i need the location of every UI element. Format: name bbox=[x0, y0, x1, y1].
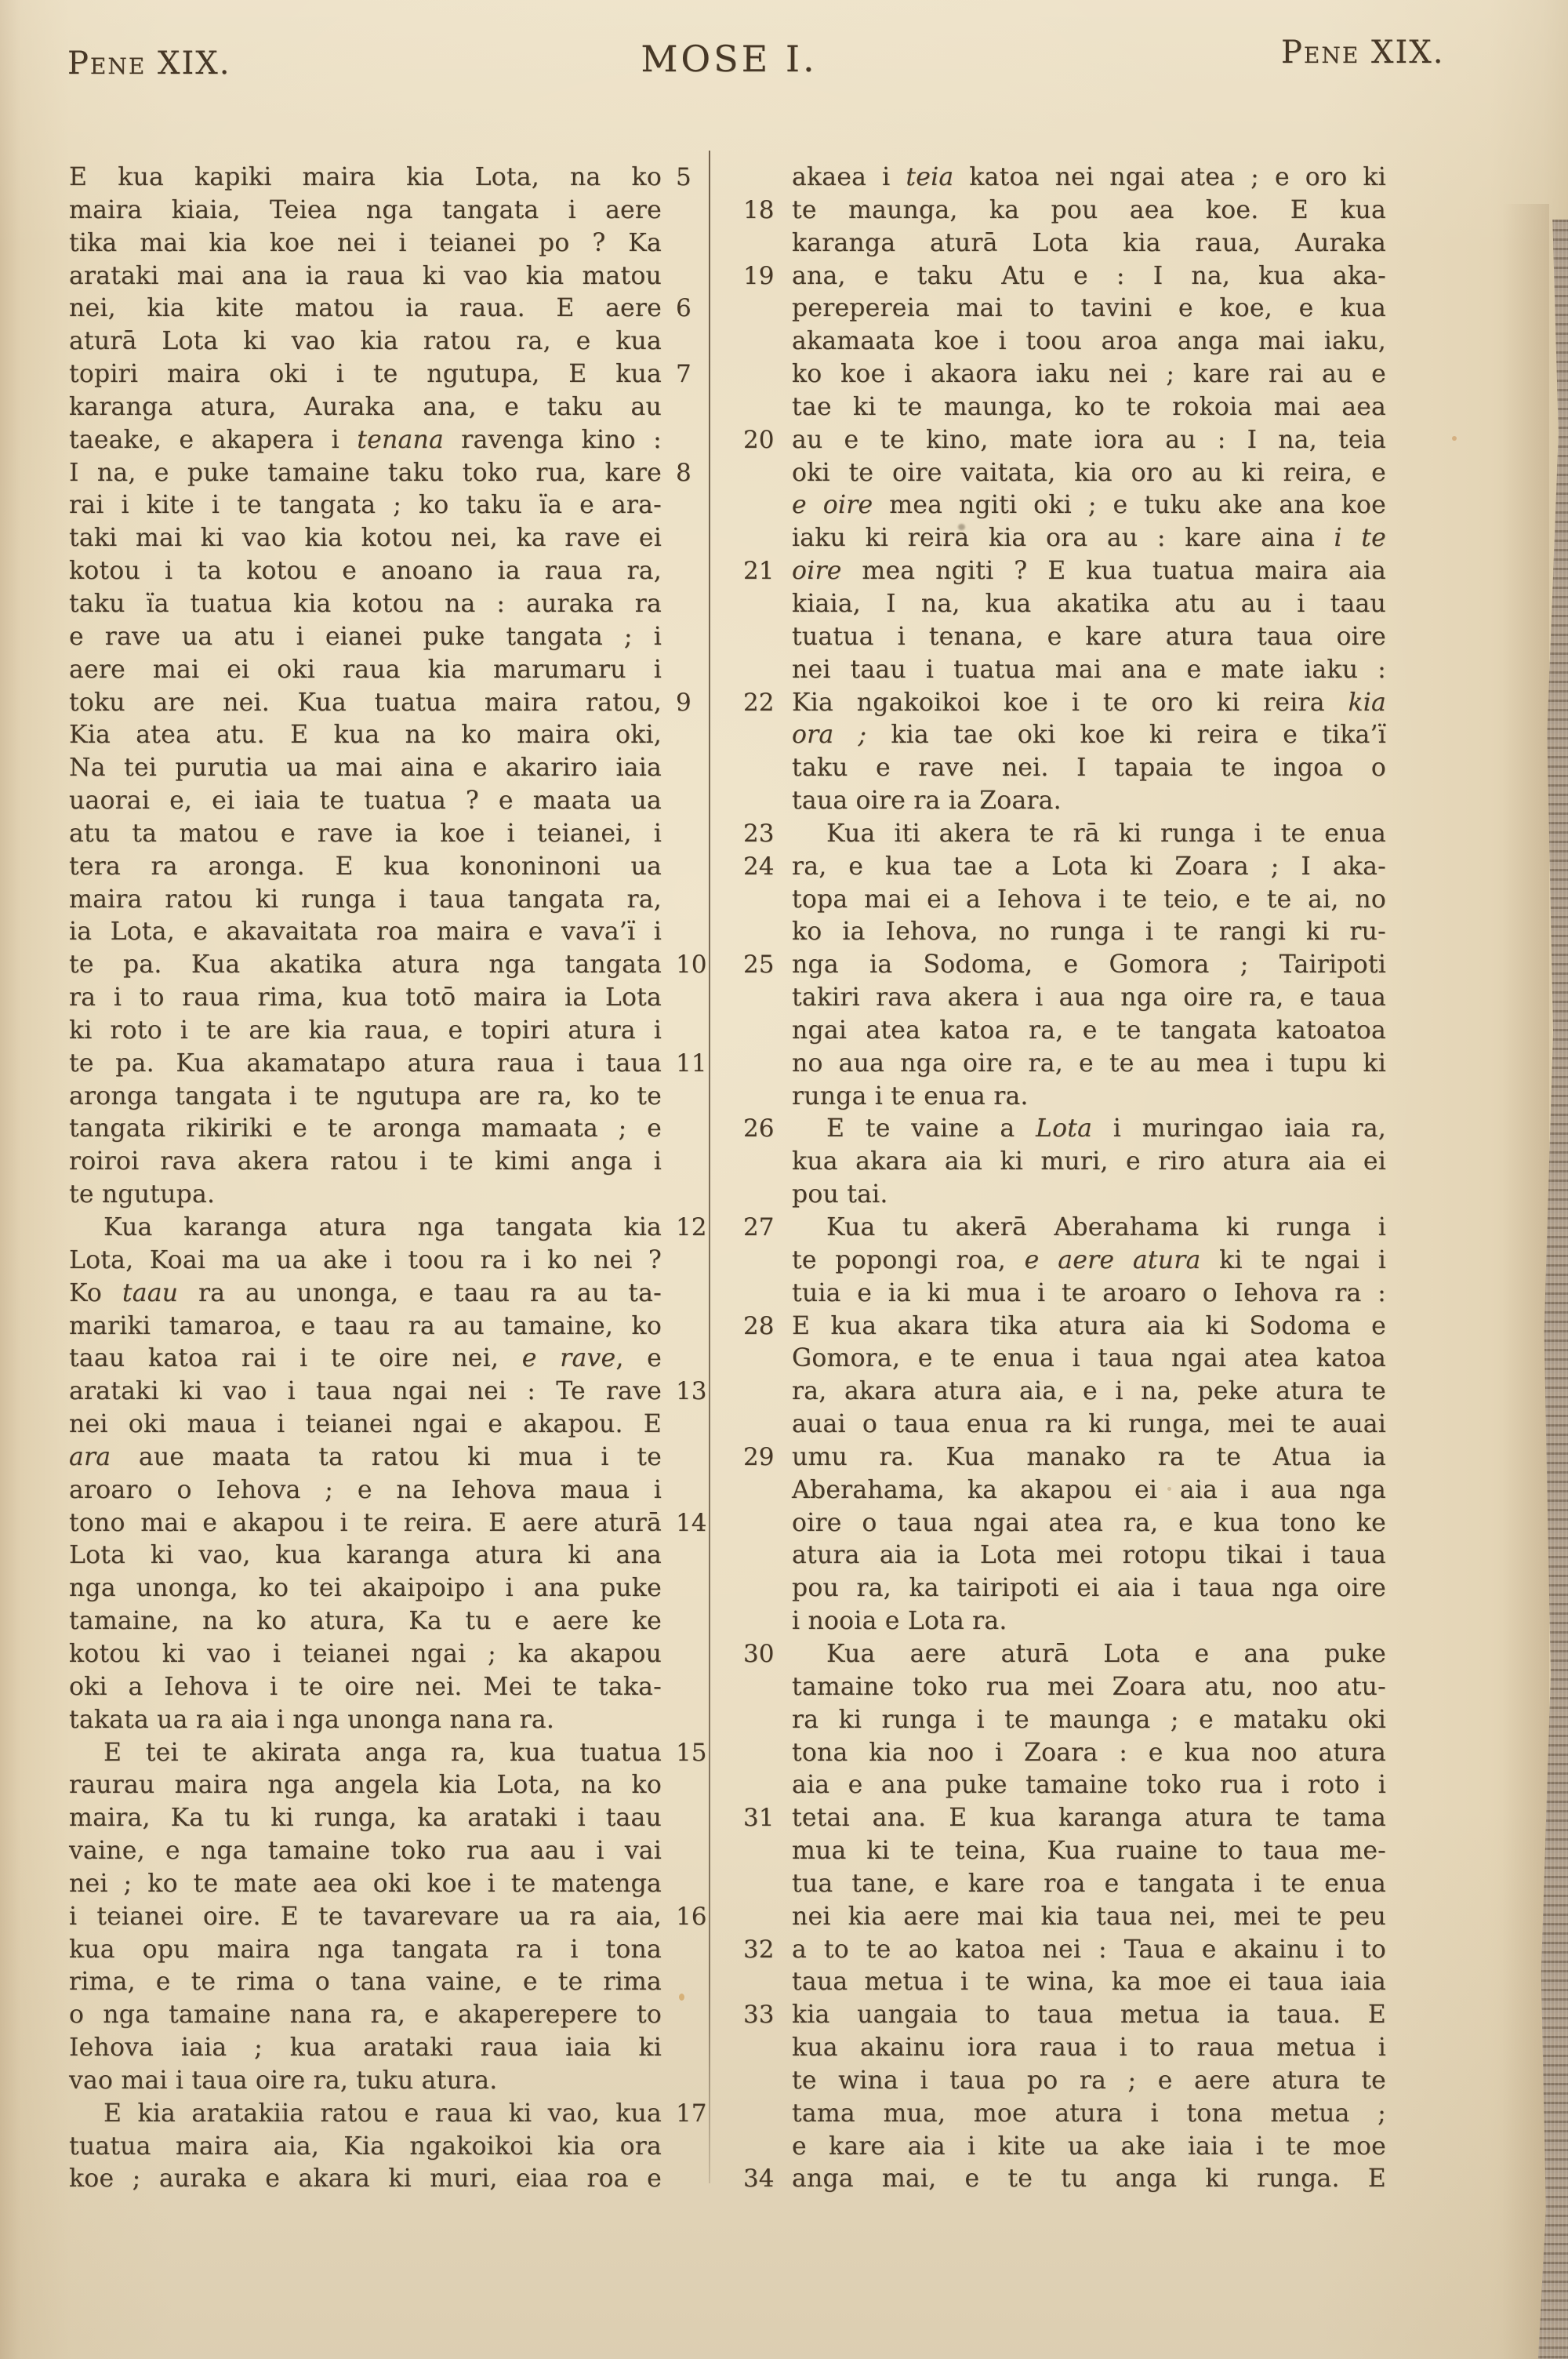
running-head-title: MOSE I. bbox=[641, 38, 818, 80]
text-line bbox=[743, 1474, 1396, 1507]
verse-text: E tei te akirata anga ra, kua tuatua bbox=[103, 1738, 662, 1767]
text-line bbox=[69, 2065, 732, 2098]
text-line bbox=[743, 687, 1396, 720]
verse-text: oki te oire vaitata, kia oro au ki reira, e bbox=[792, 458, 1386, 487]
text-line bbox=[743, 1245, 1396, 1278]
text-line bbox=[69, 1704, 732, 1737]
text-line bbox=[743, 391, 1396, 424]
verse-text: runga i te enua ra. bbox=[792, 1081, 1029, 1110]
verse-text: perepereia mai to tavini e koe, e kua bbox=[792, 294, 1386, 323]
verse-number: 20 bbox=[743, 425, 775, 454]
text-line bbox=[743, 1081, 1396, 1114]
verse-text: ora ; kia tae oki koe ki reira e tika’ï bbox=[792, 721, 1386, 750]
text-line bbox=[743, 293, 1396, 325]
text-line bbox=[69, 1572, 732, 1605]
verse-text: Gomora, e te enua i taua ngai atea katoa bbox=[792, 1344, 1386, 1373]
text-line bbox=[69, 358, 732, 391]
text-line bbox=[743, 588, 1396, 621]
verse-number: 21 bbox=[743, 557, 775, 586]
verse-text: tuia e ia ki mua i te aroaro o Iehova ra : bbox=[792, 1278, 1386, 1307]
verse-number: 8 bbox=[676, 458, 691, 487]
verse-text: ra, e kua tae a Lota ki Zoara ; I aka- bbox=[792, 852, 1386, 881]
verse-text: tuatua i tenana, e kare atura taua oire bbox=[792, 622, 1386, 651]
paper-speck bbox=[958, 524, 965, 530]
text-line bbox=[69, 260, 732, 293]
verse-text: Kua iti akera te rā ki runga i te enua bbox=[826, 819, 1386, 848]
text-line bbox=[69, 391, 732, 424]
text-line bbox=[743, 1868, 1396, 1901]
text-line bbox=[743, 2131, 1396, 2164]
text-line bbox=[743, 260, 1396, 293]
verse-text: tetai ana. E kua karanga atura te tama bbox=[792, 1804, 1386, 1833]
text-line bbox=[743, 1671, 1396, 1704]
text-line bbox=[69, 1179, 732, 1212]
text-line bbox=[69, 1474, 732, 1507]
text-line bbox=[69, 949, 732, 982]
text-line bbox=[69, 1081, 732, 1114]
page-curvature-shadow bbox=[1502, 204, 1549, 2359]
verse-text: E kia aratakiia ratou e raua ki vao, kua bbox=[103, 2099, 662, 2128]
text-line bbox=[69, 1769, 732, 1802]
verse-text: a to te ao katoa nei : Taua e akainu i to bbox=[792, 1935, 1386, 1964]
verse-text: kua akainu iora raua i to raua metua i bbox=[792, 2034, 1386, 2063]
verse-text: atu ta matou e rave ia koe i teianei, i bbox=[69, 819, 662, 848]
text-line bbox=[69, 621, 732, 654]
verse-number: 32 bbox=[743, 1935, 775, 1964]
verse-text: te maunga, ka pou aea koe. E kua bbox=[792, 195, 1386, 224]
text-line bbox=[69, 982, 732, 1015]
text-line bbox=[743, 2032, 1396, 2065]
text-line bbox=[69, 1048, 732, 1081]
text-line bbox=[69, 1999, 732, 2032]
text-line bbox=[69, 194, 732, 227]
text-line bbox=[69, 227, 732, 260]
text-line bbox=[69, 1868, 732, 1901]
verse-number: 30 bbox=[743, 1639, 775, 1668]
text-line bbox=[743, 949, 1396, 982]
text-line bbox=[743, 2065, 1396, 2098]
text-line bbox=[69, 522, 732, 555]
text-line bbox=[743, 1966, 1396, 1999]
text-line bbox=[743, 522, 1396, 555]
verse-text: Ko taau ra au unonga, e taau ra au ta- bbox=[69, 1278, 662, 1307]
verse-text: oki a Iehova i te oire nei. Mei te taka- bbox=[69, 1672, 662, 1701]
verse-number: 33 bbox=[743, 2001, 775, 2030]
verse-number: 19 bbox=[743, 261, 775, 290]
verse-text: Lota ki vao, kua karanga atura ki ana bbox=[69, 1541, 662, 1570]
verse-text: vaine, e nga tamaine toko rua aau i vai bbox=[69, 1837, 662, 1866]
verse-number: 31 bbox=[743, 1804, 775, 1833]
text-line bbox=[743, 227, 1396, 260]
verse-text: E kua kapiki maira kia Lota, na ko bbox=[69, 163, 662, 191]
text-line bbox=[743, 555, 1396, 588]
text-line bbox=[743, 489, 1396, 522]
verse-text: akaea i teia katoa nei ngai atea ; e oro ki bbox=[792, 163, 1386, 191]
verse-text: ra ki runga i te maunga ; e mataku oki bbox=[792, 1705, 1386, 1734]
verse-text: Kia ngakoikoi koe i te oro ki reira kia bbox=[792, 688, 1386, 717]
verse-text: e kare aia i kite ua ake iaia i te moe bbox=[792, 2132, 1386, 2161]
verse-text: taau katoa rai i te oire nei, e rave, e bbox=[69, 1344, 662, 1373]
verse-text: takata ua ra aia i nga unonga nana ra. bbox=[69, 1705, 555, 1734]
running-head-chapter-left: Pene XIX. bbox=[67, 45, 231, 82]
text-line bbox=[69, 1408, 732, 1441]
text-line bbox=[743, 424, 1396, 457]
verse-text: tono mai e akapou i te reira. E aere aturā bbox=[69, 1508, 662, 1537]
text-line bbox=[743, 1310, 1396, 1343]
text-line bbox=[743, 719, 1396, 752]
verse-text: akamaata koe i toou aroa anga mai iaku, bbox=[792, 327, 1386, 356]
verse-text: nei oki maua i teianei ngai e akapou. E bbox=[69, 1410, 662, 1439]
verse-text: topiri maira oki i te ngutupa, E kua bbox=[69, 360, 662, 389]
text-column-left bbox=[69, 162, 732, 2196]
text-line bbox=[69, 1441, 732, 1474]
verse-text: karanga atura, Auraka ana, e taku au bbox=[69, 392, 662, 421]
paper-speck bbox=[1452, 436, 1457, 441]
text-line bbox=[743, 1048, 1396, 1081]
text-line bbox=[69, 424, 732, 457]
verse-text: ra, akara atura aia, e i na, peke atura te bbox=[792, 1377, 1386, 1406]
verse-text: pou ra, ka tairipoti ei aia i taua nga oire bbox=[792, 1574, 1386, 1603]
text-line bbox=[743, 1539, 1396, 1572]
text-line bbox=[743, 1376, 1396, 1408]
text-line bbox=[69, 1671, 732, 1704]
text-line bbox=[69, 1015, 732, 1048]
text-line bbox=[69, 2032, 732, 2065]
verse-text: nga unonga, ko tei akaipoipo i ana puke bbox=[69, 1574, 662, 1603]
text-line bbox=[69, 687, 732, 720]
verse-text: te ngutupa. bbox=[69, 1180, 216, 1209]
text-line bbox=[743, 818, 1396, 851]
text-line bbox=[743, 785, 1396, 818]
text-line bbox=[69, 1638, 732, 1671]
text-line bbox=[69, 457, 732, 490]
text-line bbox=[69, 1310, 732, 1343]
text-line bbox=[69, 1146, 732, 1179]
verse-number: 28 bbox=[743, 1311, 775, 1340]
verse-text: tera ra aronga. E kua kononinoni ua bbox=[69, 852, 662, 881]
verse-text: te pa. Kua akatika atura nga tangata bbox=[69, 951, 662, 980]
verse-text: rima, e te rima o tana vaine, e te rima bbox=[69, 1968, 662, 1997]
text-line bbox=[743, 884, 1396, 917]
verse-text: ara aue maata ta ratou ki mua i te bbox=[69, 1442, 662, 1471]
text-line bbox=[743, 1146, 1396, 1179]
verse-text: koe ; auraka e akara ki muri, eiaa roa e bbox=[69, 2165, 662, 2194]
text-line bbox=[69, 916, 732, 949]
text-line bbox=[743, 457, 1396, 490]
verse-text: ra i to raua rima, kua totō maira ia Lota bbox=[69, 983, 662, 1012]
verse-text: Kua aere aturā Lota e ana puke bbox=[826, 1639, 1386, 1668]
text-line bbox=[69, 2163, 732, 2196]
verse-number: 6 bbox=[676, 294, 691, 323]
text-line bbox=[69, 1376, 732, 1408]
verse-number: 14 bbox=[676, 1508, 707, 1537]
text-line bbox=[69, 1507, 732, 1540]
running-head-chapter-right: Pene XIX. bbox=[1281, 35, 1445, 71]
paper-speck bbox=[679, 1994, 684, 2001]
verse-number: 23 bbox=[743, 819, 775, 848]
verse-text: taua metua i te wina, ka moe ei taua iaia bbox=[792, 1968, 1386, 1997]
verse-number: 13 bbox=[676, 1377, 707, 1406]
text-line bbox=[743, 1605, 1396, 1638]
verse-text: Iehova iaia ; kua arataki raua iaia ki bbox=[69, 2034, 662, 2063]
verse-text: te wina i taua po ra ; e aere atura te bbox=[792, 2066, 1386, 2095]
text-line bbox=[743, 1343, 1396, 1376]
text-line bbox=[743, 1638, 1396, 1671]
verse-text: nga ia Sodoma, e Gomora ; Tairipoti bbox=[792, 951, 1386, 980]
verse-text: raurau maira nga angela kia Lota, na ko bbox=[69, 1771, 662, 1800]
text-line bbox=[69, 1737, 732, 1770]
verse-text: arataki mai ana ia raua ki vao kia matou bbox=[69, 261, 662, 290]
verse-number: 29 bbox=[743, 1442, 775, 1471]
text-line bbox=[69, 293, 732, 325]
verse-number: 24 bbox=[743, 852, 775, 881]
verse-number: 22 bbox=[743, 688, 775, 717]
text-line bbox=[743, 1737, 1396, 1770]
text-line bbox=[743, 1704, 1396, 1737]
verse-text: auai o taua enua ra ki runga, mei te auai bbox=[792, 1410, 1386, 1439]
text-line bbox=[69, 1113, 732, 1146]
text-line bbox=[743, 1835, 1396, 1868]
verse-text: Na tei purutia ua mai aina e akariro iaia bbox=[69, 754, 662, 783]
text-line bbox=[69, 785, 732, 818]
text-line bbox=[69, 588, 732, 621]
verse-number: 16 bbox=[676, 1902, 707, 1931]
text-line bbox=[69, 325, 732, 358]
verse-text: e oire mea ngiti oki ; e tuku ake ana koe bbox=[792, 491, 1387, 520]
verse-number: 11 bbox=[676, 1049, 707, 1078]
text-line bbox=[69, 1966, 732, 1999]
text-column-right bbox=[743, 162, 1396, 2196]
verse-text: rai i kite i te tangata ; ko taku ïa e ara- bbox=[69, 491, 662, 520]
text-line bbox=[743, 1507, 1396, 1540]
verse-text: taki mai ki vao kia kotou nei, ka rave ei bbox=[69, 524, 662, 553]
verse-text: te popongi roa, e aere atura ki te ngai i bbox=[792, 1245, 1386, 1274]
verse-text: tamaine toko rua mei Zoara atu, noo atu- bbox=[792, 1672, 1386, 1701]
text-line bbox=[743, 752, 1396, 785]
text-line bbox=[743, 325, 1396, 358]
verse-text: aturā Lota ki vao kia ratou ra, e kua bbox=[69, 327, 662, 356]
verse-text: arataki ki vao i taua ngai nei : Te rave bbox=[69, 1377, 662, 1406]
text-line bbox=[69, 489, 732, 522]
text-line bbox=[743, 621, 1396, 654]
verse-text: i teianei oire. E te tavarevare ua ra aia, bbox=[69, 1902, 662, 1931]
text-line bbox=[69, 162, 732, 194]
verse-number: 7 bbox=[676, 360, 691, 389]
text-line bbox=[743, 194, 1396, 227]
verse-text: karanga aturā Lota kia raua, Auraka bbox=[792, 228, 1386, 257]
verse-text: I na, e puke tamaine taku toko rua, kare bbox=[69, 458, 662, 487]
verse-text: i nooia e Lota ra. bbox=[792, 1607, 1007, 1636]
verse-text: mariki tamaroa, e taau ra au tamaine, ko bbox=[69, 1311, 662, 1340]
verse-text: oire mea ngiti ? E kua tuatua maira aia bbox=[792, 557, 1386, 586]
verse-text: oire o taua ngai atea ra, e kua tono ke bbox=[792, 1508, 1386, 1537]
text-line bbox=[69, 818, 732, 851]
verse-text: kua akara aia ki muri, e riro atura aia ei bbox=[792, 1147, 1386, 1176]
verse-text: uaorai e, ei iaia te tuatua ? e maata ua bbox=[69, 787, 662, 816]
verse-text: Lota, Koai ma ua ake i toou ra i ko nei ? bbox=[69, 1245, 662, 1274]
verse-number: 5 bbox=[676, 163, 691, 191]
verse-text: atura aia ia Lota mei rotopu tikai i taua bbox=[792, 1541, 1386, 1570]
paper-speck bbox=[1167, 1487, 1171, 1491]
verse-text: Kua tu akerā Aberahama ki runga i bbox=[826, 1213, 1386, 1241]
text-line bbox=[69, 752, 732, 785]
verse-text: Aberahama, ka akapou ei aia i aua nga bbox=[792, 1475, 1386, 1504]
verse-text: tika mai kia koe nei i teianei po ? Ka bbox=[69, 228, 662, 257]
verse-text: pou tai. bbox=[792, 1180, 888, 1209]
text-line bbox=[69, 1539, 732, 1572]
verse-text: aroaro o Iehova ; e na Iehova maua i bbox=[69, 1475, 662, 1504]
text-line bbox=[743, 358, 1396, 391]
text-line bbox=[743, 982, 1396, 1015]
verse-text: tama mua, moe atura i tona metua ; bbox=[792, 2099, 1386, 2128]
text-line bbox=[69, 1934, 732, 1967]
verse-text: ia Lota, e akavaitata roa maira e vava’ï i bbox=[69, 918, 662, 947]
verse-text: aia e ana puke tamaine toko rua i roto i bbox=[792, 1771, 1386, 1800]
text-line bbox=[69, 555, 732, 588]
verse-text: tae ki te maunga, ko te rokoia mai aea bbox=[792, 392, 1386, 421]
verse-text: kia uangaia to taua metua ia taua. E bbox=[792, 2001, 1386, 2030]
verse-text: nei ; ko te mate aea oki koe i te matenga bbox=[69, 1869, 662, 1898]
text-line bbox=[69, 2098, 732, 2131]
verse-text: tangata rikiriki e te aronga mamaata ; e bbox=[69, 1114, 662, 1143]
verse-text: au e te kino, mate iora au : I na, teia bbox=[792, 425, 1386, 454]
verse-number: 17 bbox=[676, 2099, 707, 2128]
verse-number: 26 bbox=[743, 1114, 775, 1143]
text-line bbox=[69, 1245, 732, 1278]
text-line bbox=[743, 1212, 1396, 1245]
verse-text: E kua akara tika atura aia ki Sodoma e bbox=[792, 1311, 1386, 1340]
verse-text: taeake, e akapera i tenana ravenga kino : bbox=[69, 425, 662, 454]
verse-text: kotou ki vao i teianei ngai ; ka akapou bbox=[69, 1639, 662, 1668]
text-line bbox=[743, 1278, 1396, 1310]
verse-number: 9 bbox=[676, 688, 691, 717]
verse-text: ko koe i akaora iaku nei ; kare rai au e bbox=[792, 360, 1386, 389]
verse-text: ki roto i te are kia raua, e topiri atura i bbox=[69, 1016, 662, 1045]
text-line bbox=[69, 1212, 732, 1245]
text-line bbox=[743, 1408, 1396, 1441]
text-line bbox=[743, 1441, 1396, 1474]
verse-text: vao mai i taua oire ra, tuku atura. bbox=[69, 2066, 498, 2095]
text-line bbox=[743, 162, 1396, 194]
verse-text: e rave ua atu i eianei puke tangata ; i bbox=[69, 622, 662, 651]
text-line bbox=[743, 1999, 1396, 2032]
verse-text: tona kia noo i Zoara : e kua noo atura bbox=[792, 1738, 1386, 1767]
verse-text: roiroi rava akera ratou i te kimi anga i bbox=[69, 1147, 662, 1176]
verse-number: 34 bbox=[743, 2165, 775, 2194]
verse-text: te pa. Kua akamatapo atura raua i taua bbox=[69, 1049, 662, 1078]
verse-text: iaku ki reira kia ora au : kare aina i te bbox=[792, 524, 1387, 553]
verse-text: taku ïa tuatua kia kotou na : auraka ra bbox=[69, 589, 662, 618]
text-line bbox=[743, 1179, 1396, 1212]
verse-text: maira kiaia, Teiea nga tangata i aere bbox=[69, 195, 662, 224]
text-line bbox=[743, 2098, 1396, 2131]
verse-text: umu ra. Kua manako ra te Atua ia bbox=[792, 1442, 1386, 1471]
text-line bbox=[743, 1802, 1396, 1835]
verse-text: mua ki te teina, Kua ruaine to taua me- bbox=[792, 1837, 1386, 1866]
text-line bbox=[743, 2163, 1396, 2196]
verse-number: 10 bbox=[676, 951, 707, 980]
text-line bbox=[743, 1901, 1396, 1934]
verse-text: topa mai ei a Iehova i te teio, e te ai, no bbox=[792, 885, 1386, 914]
text-line bbox=[69, 654, 732, 687]
text-line bbox=[69, 884, 732, 917]
verse-text: nei taau i tuatua mai ana e mate iaku : bbox=[792, 655, 1386, 684]
text-line bbox=[69, 1802, 732, 1835]
text-line bbox=[743, 1934, 1396, 1967]
text-line bbox=[69, 851, 732, 884]
text-line bbox=[69, 719, 732, 752]
verse-text: nei, kia kite matou ia raua. E aere bbox=[69, 294, 662, 323]
text-line bbox=[743, 654, 1396, 687]
text-line bbox=[743, 1113, 1396, 1146]
text-line bbox=[69, 1835, 732, 1868]
text-line bbox=[69, 1605, 732, 1638]
verse-text: anga mai, e te tu anga ki runga. E bbox=[792, 2165, 1386, 2194]
verse-text: o nga tamaine nana ra, e akaperepere to bbox=[69, 2001, 662, 2030]
verse-number: 18 bbox=[743, 195, 775, 224]
verse-text: aere mai ei oki raua kia marumaru i bbox=[69, 655, 662, 684]
verse-text: maira ratou ki runga i taua tangata ra, bbox=[69, 885, 662, 914]
text-line bbox=[743, 916, 1396, 949]
verse-text: ko ia Iehova, no runga i te rangi ki ru- bbox=[792, 918, 1386, 947]
text-line bbox=[743, 1572, 1396, 1605]
text-line bbox=[69, 1343, 732, 1376]
text-line bbox=[69, 2131, 732, 2164]
text-line bbox=[743, 1015, 1396, 1048]
verse-text: Kua karanga atura nga tangata kia bbox=[103, 1213, 662, 1241]
verse-text: Kia atea atu. E kua na ko maira oki, bbox=[69, 721, 662, 750]
verse-number: 25 bbox=[743, 951, 775, 980]
verse-text: taua oire ra ia Zoara. bbox=[792, 787, 1062, 816]
verse-number: 15 bbox=[676, 1738, 707, 1767]
verse-text: taku e rave nei. I tapaia te ingoa o bbox=[792, 754, 1386, 783]
verse-text: kua opu maira nga tangata ra i tona bbox=[69, 1935, 662, 1964]
verse-text: kotou i ta kotou e anoano ia raua ra, bbox=[69, 557, 662, 586]
verse-text: kiaia, I na, kua akatika atu au i taau bbox=[792, 589, 1386, 618]
verse-text: toku are nei. Kua tuatua maira ratou, bbox=[69, 688, 662, 717]
text-line bbox=[743, 851, 1396, 884]
verse-text: tuatua maira aia, Kia ngakoikoi kia ora bbox=[69, 2132, 662, 2161]
verse-text: E te vaine a Lota i muringao iaia ra, bbox=[826, 1114, 1387, 1143]
verse-number: 27 bbox=[743, 1213, 775, 1241]
verse-text: ana, e taku Atu e : I na, kua aka- bbox=[792, 261, 1386, 290]
text-line bbox=[69, 1901, 732, 1934]
verse-text: aronga tangata i te ngutupa are ra, ko te bbox=[69, 1081, 662, 1110]
verse-text: tamaine, na ko atura, Ka tu e aere ke bbox=[69, 1607, 662, 1636]
verse-text: no aua nga oire ra, e te au mea i tupu ki bbox=[792, 1049, 1386, 1078]
verse-number: 12 bbox=[676, 1213, 707, 1241]
verse-text: takiri rava akera i aua nga oire ra, e taua bbox=[792, 983, 1386, 1012]
verse-text: nei kia aere mai kia taua nei, mei te peu bbox=[792, 1902, 1386, 1931]
text-line bbox=[69, 1278, 732, 1310]
text-line bbox=[743, 1769, 1396, 1802]
verse-text: ngai atea katoa ra, e te tangata katoatoa bbox=[792, 1016, 1386, 1045]
verse-text: tua tane, e kare roa e tangata i te enua bbox=[792, 1869, 1386, 1898]
verse-text: maira, Ka tu ki runga, ka arataki i taau bbox=[69, 1804, 662, 1833]
